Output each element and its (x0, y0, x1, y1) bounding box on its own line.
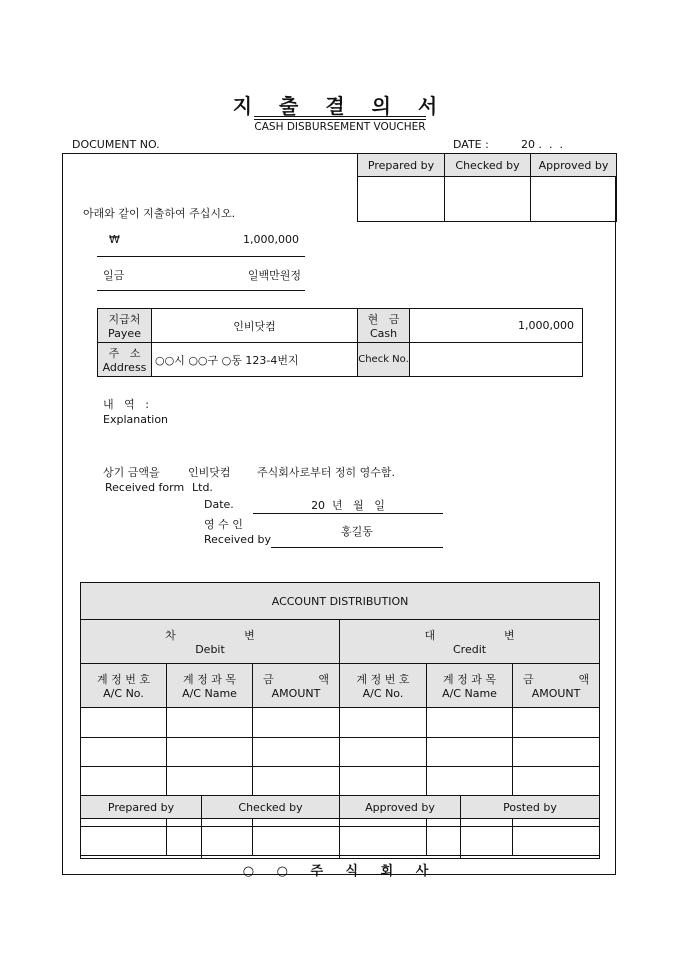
account-cell[interactable] (340, 708, 427, 738)
receiver-value: 홍길동 (271, 523, 443, 548)
col-label-kr: 금 (263, 673, 274, 687)
account-cell[interactable] (513, 737, 600, 767)
col-label-kr: 계 정 과 목 (443, 673, 496, 687)
approval-checked-by: Checked by (445, 154, 531, 177)
amount-words-value: 일백만원정 (247, 269, 301, 282)
col-label-kr: 계 정 번 호 (97, 673, 150, 687)
address-label-en: Address (102, 361, 147, 374)
table-row (81, 767, 600, 797)
col-label-en: AMOUNT (531, 687, 581, 701)
credit-en: Credit (452, 643, 487, 657)
company-footer: ○ ○ 주 식 회 사 (242, 864, 438, 879)
date-label: DATE : (453, 138, 489, 151)
receipt-prefix-kr: 상기 금액을 (103, 466, 160, 479)
approval-prepared-by: Prepared by (358, 154, 445, 177)
receipt-date-label: Date. (204, 498, 234, 511)
signoff-posted-by: Posted by (461, 796, 600, 819)
account-cell[interactable] (340, 767, 427, 797)
account-cell[interactable] (340, 737, 427, 767)
payee-value: 인비닷컴 (152, 309, 358, 343)
document-no-label: DOCUMENT NO. (72, 138, 160, 151)
account-cell[interactable] (81, 708, 167, 738)
debit-header (81, 620, 340, 664)
col-label-en: A/C Name (442, 687, 497, 701)
address-label-kr: 주 소 (108, 347, 141, 360)
receipt-suffix-en: Ltd. (192, 481, 213, 494)
col-label-kr: 액 (578, 673, 590, 687)
account-cell[interactable] (253, 737, 340, 767)
credit-col-amount (513, 664, 600, 708)
col-label-en: AMOUNT (271, 687, 321, 701)
col-label-en: A/C Name (182, 687, 237, 701)
account-cell[interactable] (167, 737, 253, 767)
address-value: ○○시 ○○구 ○동 123-4번지 (152, 343, 358, 377)
signoff-approved-by: Approved by (340, 796, 461, 819)
account-cell[interactable] (167, 767, 253, 797)
approved-signature-cell[interactable] (531, 177, 617, 222)
table-row (81, 737, 600, 767)
col-label-kr: 금 (523, 673, 534, 687)
voucher-subtitle: CASH DISBURSEMENT VOUCHER (254, 121, 426, 133)
check-no-value[interactable] (410, 343, 583, 377)
account-cell[interactable] (253, 708, 340, 738)
receipt-company: 인비닷컴 (188, 466, 231, 479)
col-label-en: A/C No. (362, 687, 404, 701)
won-symbol: ₩ (109, 233, 120, 246)
account-cell[interactable] (427, 708, 513, 738)
col-label-kr: 계 정 번 호 (356, 673, 410, 687)
amount-words-line (97, 265, 305, 291)
receipt-prefix-en: Received form (105, 481, 185, 494)
credit-kr-1: 대 (424, 629, 436, 643)
debit-col-ac-name (167, 664, 253, 708)
receipt-date-value: 20 년 월 일 (253, 497, 443, 514)
payee-label-en: Payee (108, 327, 141, 340)
payee-label (98, 309, 152, 343)
account-cell[interactable] (427, 767, 513, 797)
signoff-posted-cell[interactable] (461, 819, 600, 859)
check-no-label: Check No. (358, 343, 410, 377)
col-label-kr: 계 정 과 목 (183, 673, 236, 687)
col-label-en: A/C No. (103, 687, 144, 701)
date-value: 20 . . . (521, 138, 563, 151)
debit-kr-1: 차 (165, 629, 176, 643)
debit-kr-2: 변 (244, 629, 255, 643)
instruction-text: 아래와 같이 지출하여 주십시오. (83, 207, 236, 220)
credit-col-ac-no (340, 664, 427, 708)
cash-value: 1,000,000 (410, 309, 583, 343)
title-underline-2 (254, 119, 426, 120)
signoff-approved-cell[interactable] (340, 819, 461, 859)
debit-col-ac-no (81, 664, 167, 708)
account-title: ACCOUNT DISTRIBUTION (81, 583, 600, 620)
amount-line (97, 231, 305, 257)
credit-col-ac-name (427, 664, 513, 708)
voucher-title: 지 출 결 의 서 (232, 94, 448, 118)
cash-label (358, 309, 410, 343)
table-row (81, 708, 600, 738)
account-cell[interactable] (427, 737, 513, 767)
signoff-checked-by: Checked by (202, 796, 340, 819)
receiver-label-kr: 영 수 인 (204, 518, 243, 531)
account-cell[interactable] (81, 767, 167, 797)
credit-kr-2: 변 (503, 629, 515, 643)
prepared-signature-cell[interactable] (358, 177, 445, 222)
amount-value: 1,000,000 (243, 233, 299, 246)
col-label-kr: 액 (318, 673, 329, 687)
title-underline (254, 116, 426, 117)
explanation-label-en: Explanation (103, 413, 169, 426)
checked-signature-cell[interactable] (445, 177, 531, 222)
explanation-label-kr: 내 역 : (103, 398, 149, 411)
payee-table (97, 308, 583, 377)
signoff-checked-cell[interactable] (202, 819, 340, 859)
payee-label-kr: 지급처 (108, 313, 141, 326)
account-cell[interactable] (81, 737, 167, 767)
approval-approved-by: Approved by (531, 154, 617, 177)
cash-label-en: Cash (369, 327, 398, 340)
account-cell[interactable] (513, 767, 600, 797)
approval-table (357, 153, 617, 222)
receipt-suffix-kr: 주식회사로부터 정히 영수함. (257, 466, 396, 479)
account-cell[interactable] (167, 708, 253, 738)
signoff-table (80, 795, 600, 859)
signoff-prepared-by: Prepared by (81, 796, 202, 819)
credit-header (340, 620, 600, 664)
account-cell[interactable] (513, 708, 600, 738)
signoff-prepared-cell[interactable] (81, 819, 202, 859)
debit-col-amount (253, 664, 340, 708)
address-label (98, 343, 152, 377)
amount-words-label: 일금 (103, 269, 125, 282)
cash-label-kr: 현 금 (367, 313, 400, 326)
debit-en: Debit (195, 643, 225, 657)
receiver-label-en: Received by (204, 533, 272, 546)
account-cell[interactable] (253, 767, 340, 797)
